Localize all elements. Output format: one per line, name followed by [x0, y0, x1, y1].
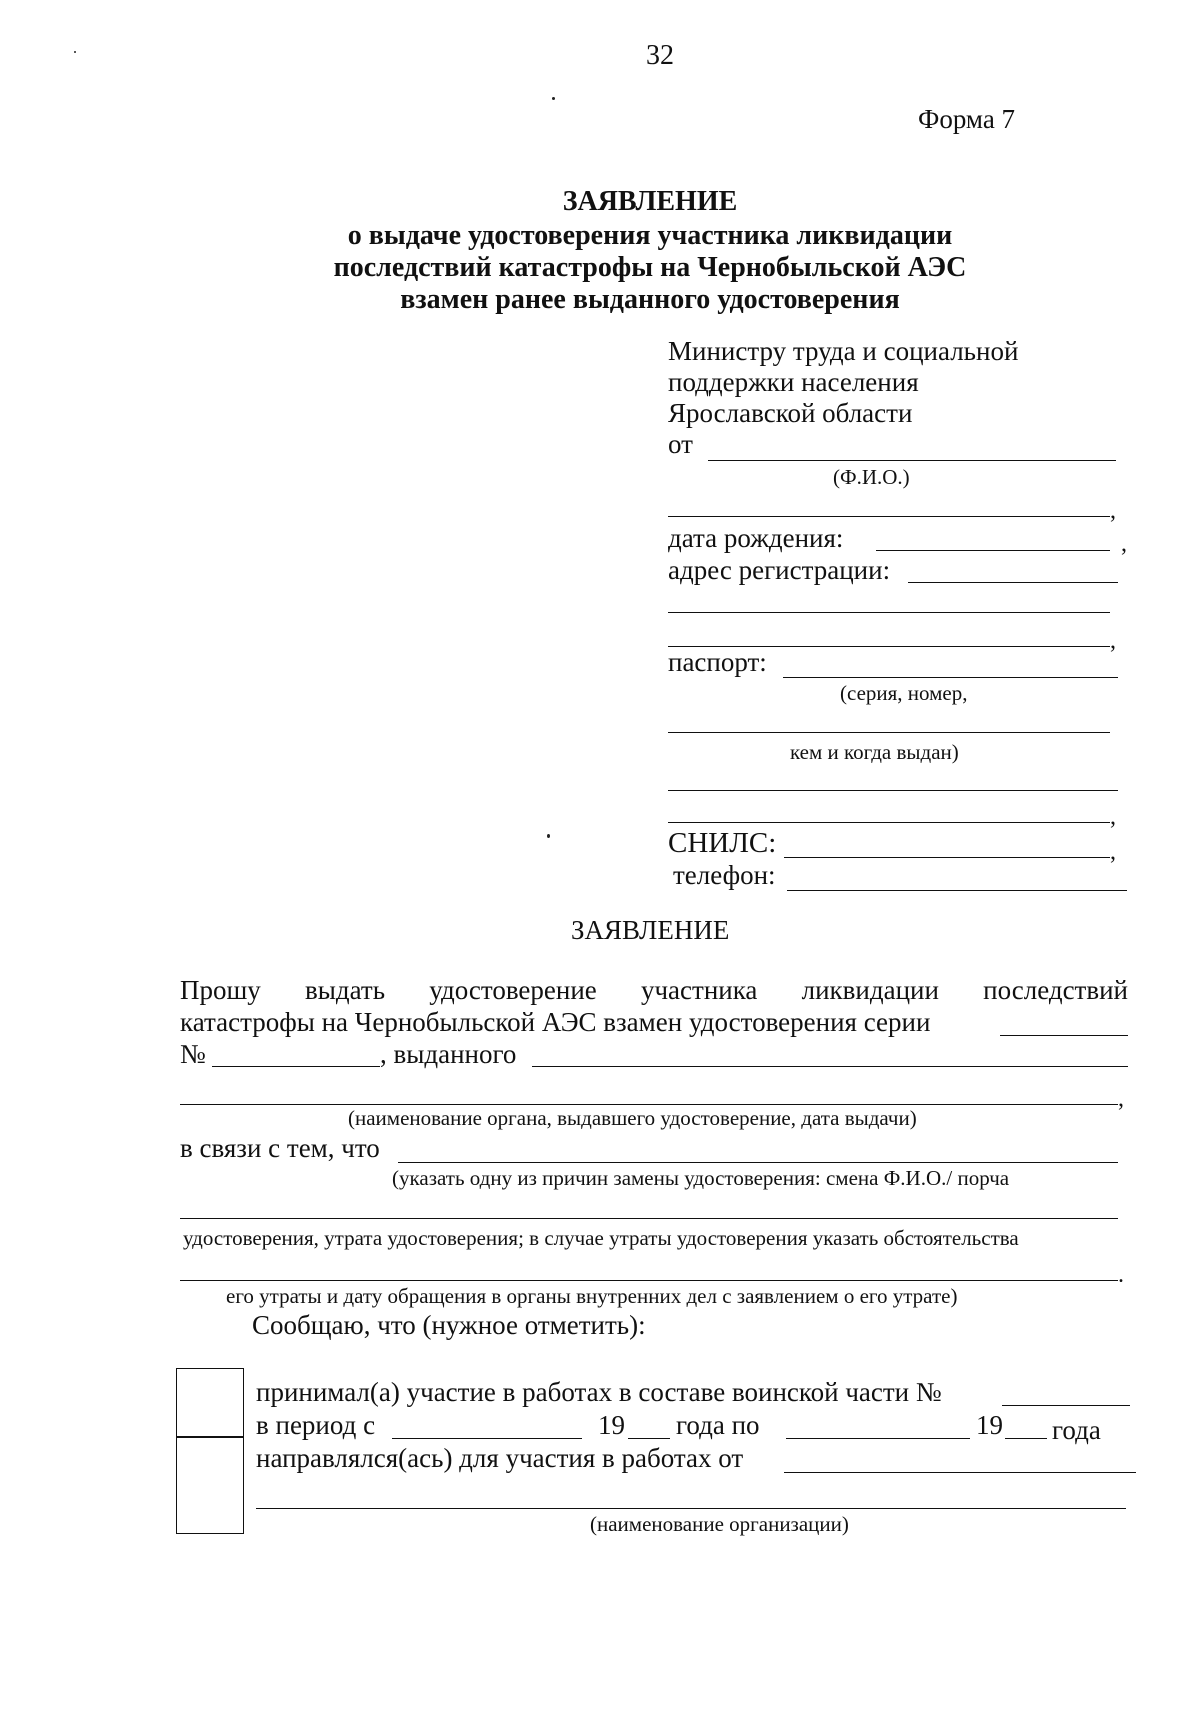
military-unit-field-line[interactable] — [1002, 1405, 1130, 1406]
reason-field-line-2[interactable] — [180, 1218, 1118, 1219]
option-military-text: принимал(а) участие в работах в составе воинской части № — [256, 1377, 942, 1407]
passport-field-line-2[interactable] — [668, 732, 1110, 733]
comma: , — [1110, 839, 1116, 865]
comma: , — [1121, 531, 1127, 557]
comma: , — [1110, 628, 1116, 654]
reason-hint: удостоверения, утрата удостоверения; в случае утраты удостоверения указать обстоятельства — [183, 1226, 1019, 1250]
issued-label: , выданного — [380, 1039, 517, 1069]
period-from-field-line[interactable] — [392, 1438, 582, 1439]
period-to-field-line[interactable] — [786, 1438, 970, 1439]
request-paragraph-line: катастрофы на Чернобыльской АЭС взамен удостоверения серии — [180, 1007, 931, 1037]
passport-hint: (серия, номер, — [840, 681, 968, 705]
reason-label: в связи с тем, что — [180, 1133, 380, 1163]
year-word: года по — [676, 1410, 760, 1440]
issuer-field-line[interactable] — [532, 1066, 1128, 1067]
passport-label: паспорт: — [668, 647, 767, 677]
comma: , — [1118, 1086, 1124, 1112]
fio-continuation-line[interactable] — [668, 516, 1110, 517]
addressee-line: поддержки населения — [668, 367, 919, 397]
registration-address-field-line[interactable] — [908, 582, 1118, 583]
passport-hint: кем и когда выдан) — [790, 740, 959, 764]
comma: , — [1110, 804, 1116, 830]
comma: , — [1110, 498, 1116, 524]
document-subtitle-line: о выдаче удостоверения участника ликвидации — [347, 220, 953, 251]
addressee-line: Министру труда и социальной — [668, 336, 1019, 366]
reason-hint: его утраты и дату обращения в органы внутренних дел с заявлением о его утрате) — [226, 1284, 958, 1308]
from-label: от — [668, 429, 693, 459]
snils-field-line[interactable] — [784, 857, 1110, 858]
reason-field-line-3[interactable] — [180, 1280, 1118, 1281]
issuer-field-line-2[interactable] — [180, 1104, 1118, 1105]
birth-date-field-line[interactable] — [876, 550, 1110, 551]
certificate-series-field-line[interactable] — [1000, 1035, 1128, 1036]
option-organization-text: направлялся(ась) для участия в работах от — [256, 1443, 744, 1473]
registration-address-line-2[interactable] — [668, 612, 1110, 613]
addressee-line: Ярославской области — [668, 398, 913, 428]
certificate-number-field-line[interactable] — [212, 1066, 380, 1067]
issuer-hint: (наименование органа, выдавшего удостоверение, дата выдачи) — [348, 1106, 917, 1130]
number-sign: № — [180, 1039, 206, 1069]
year-prefix: 19 — [976, 1410, 1003, 1440]
fio-hint: (Ф.И.О.) — [833, 465, 910, 489]
form-label: Форма 7 — [918, 104, 1016, 134]
birth-date-label: дата рождения: — [668, 523, 844, 553]
scan-speck — [552, 97, 555, 100]
page-number: 32 — [646, 40, 674, 71]
snils-label: СНИЛС: — [668, 827, 777, 859]
option-military-checkbox[interactable] — [176, 1368, 244, 1438]
scan-speck — [547, 834, 550, 838]
document-title: ЗАЯВЛЕНИЕ — [562, 186, 738, 217]
passport-field-line[interactable] — [783, 677, 1118, 678]
scan-speck — [74, 51, 76, 53]
year-word: года — [1052, 1415, 1101, 1445]
phone-label: телефон: — [673, 860, 776, 890]
year-prefix: 19 — [598, 1410, 625, 1440]
statement-heading: ЗАЯВЛЕНИЕ — [571, 915, 730, 945]
period: . — [1118, 1262, 1124, 1288]
document-subtitle-line: последствий катастрофы на Чернобыльской АЭС — [333, 252, 967, 283]
organization-field-line[interactable] — [784, 1472, 1136, 1473]
passport-field-line-3[interactable] — [668, 790, 1118, 791]
registration-address-label: адрес регистрации: — [668, 555, 891, 585]
option-organization-checkbox[interactable] — [176, 1436, 244, 1534]
reason-hint: (указать одну из причин замены удостоверения: смена Ф.И.О./ порча — [392, 1166, 1010, 1190]
period-from-label: в период с — [256, 1410, 376, 1440]
fio-field-line[interactable] — [708, 460, 1116, 461]
passport-field-line-4[interactable] — [668, 822, 1110, 823]
phone-field-line[interactable] — [787, 890, 1127, 891]
organization-hint: (наименование организации) — [590, 1512, 849, 1536]
report-label: Сообщаю, что (нужное отметить): — [252, 1310, 646, 1340]
year-to-field-line[interactable] — [1005, 1438, 1047, 1439]
organization-field-line-2[interactable] — [256, 1508, 1126, 1509]
document-subtitle-line: взамен ранее выданного удостоверения — [400, 284, 900, 315]
reason-field-line[interactable] — [398, 1162, 1118, 1163]
year-from-field-line[interactable] — [628, 1438, 670, 1439]
request-paragraph-line: Прошу выдать удостоверение участника ликвидации последствий — [180, 975, 1128, 1005]
